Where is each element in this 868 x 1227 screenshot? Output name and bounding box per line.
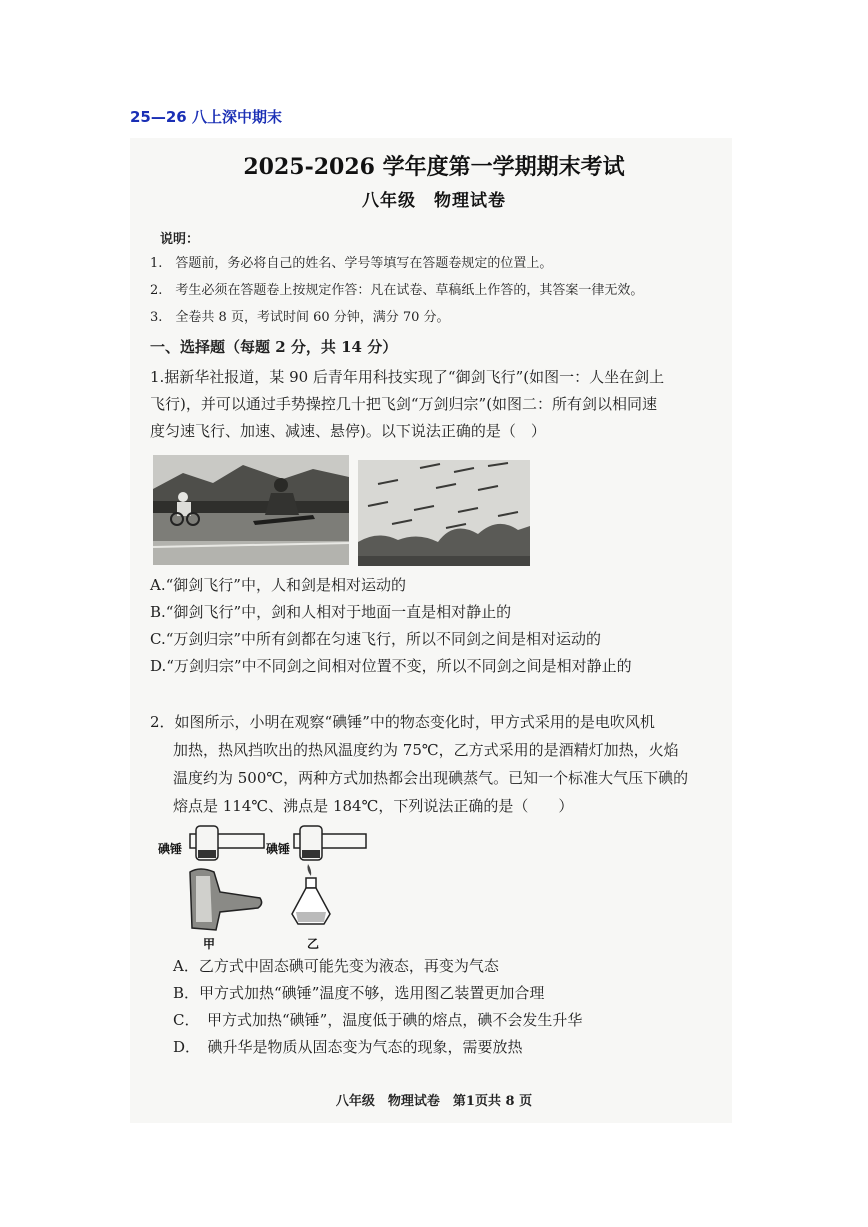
sword-flight-photo (153, 455, 349, 565)
question-1-option-b: B.“御剑飞行”中，剑和人相对于地面一直是相对静止的 (150, 603, 512, 621)
question-2-option-b: B．甲方式加热“碘锤”温度不够，选用图乙装置更加合理 (173, 984, 545, 1002)
page-subtitle: 八年级 物理试卷 (362, 191, 506, 211)
page-title: 2025-2026 学年度第一学期期末考试 (243, 154, 625, 180)
note-item: 3. 全卷共 8 页，考试时间 60 分钟，满分 70 分。 (150, 310, 450, 325)
figure-caption-jia: 甲 (203, 937, 216, 951)
question-2-stem: 熔点是 114℃、沸点是 184℃，下列说法正确的是（ ） (173, 797, 574, 815)
figure-caption-yi: 乙 (307, 937, 320, 951)
question-2-stem: 2．如图所示，小明在观察“碘锤”中的物态变化时，甲方式采用的是电吹风机 (150, 713, 655, 731)
exam-source-tag: 25—26 八上深中期末 (130, 108, 282, 126)
question-1-option-a: A.“御剑飞行”中，人和剑是相对运动的 (150, 576, 406, 594)
iodine-tube-label-left: 碘锤 (158, 842, 183, 856)
question-1-stem: 1.据新华社报道，某 90 后青年用科技实现了“御剑飞行”(如图一：人坐在剑上 (150, 368, 665, 386)
question-2-option-a: A．乙方式中固态碘可能先变为液态，再变为气态 (173, 957, 499, 975)
notes-heading: 说明： (160, 232, 200, 247)
question-2-stem: 加热，热风挡吹出的热风温度约为 75℃，乙方式采用的是酒精灯加热，火焰 (173, 741, 679, 759)
hair-dryer-setup-figure (180, 822, 270, 934)
question-2-option-c: C． 甲方式加热“碘锤”，温度低于碘的熔点，碘不会发生升华 (173, 1011, 583, 1029)
question-1-option-d: D.“万剑归宗”中不同剑之间相对位置不变，所以不同剑之间是相对静止的 (150, 657, 632, 675)
question-1-stem: 飞行)，并可以通过手势操控几十把飞剑“万剑归宗”(如图二：所有剑以相同速 (150, 395, 658, 413)
question-1-stem: 度匀速飞行、加速、减速、悬停)。以下说法正确的是（ ） (150, 422, 546, 440)
question-1-option-c: C.“万剑归宗”中所有剑都在匀速飞行，所以不同剑之间是相对运动的 (150, 630, 602, 648)
alcohol-lamp-setup-figure (290, 822, 370, 934)
note-item: 1. 答题前，务必将自己的姓名、学号等填写在答题卷规定的位置上。 (150, 256, 553, 271)
note-item: 2. 考生必须在答题卷上按规定作答：凡在试卷、草稿纸上作答的，其答案一律无效。 (150, 283, 644, 298)
section-heading: 一、选择题（每题 2 分，共 14 分） (150, 338, 398, 356)
swords-sky-photo (358, 460, 530, 566)
page-footer: 八年级 物理试卷 第1页共 8 页 (335, 1094, 533, 1109)
iodine-tube-label-right: 碘锤 (266, 842, 291, 856)
question-2-stem: 温度约为 500℃，两种方式加热都会出现碘蒸气。已知一个标准大气压下碘的 (173, 769, 689, 787)
question-2-option-d: D． 碘升华是物质从固态变为气态的现象，需要放热 (173, 1038, 523, 1056)
